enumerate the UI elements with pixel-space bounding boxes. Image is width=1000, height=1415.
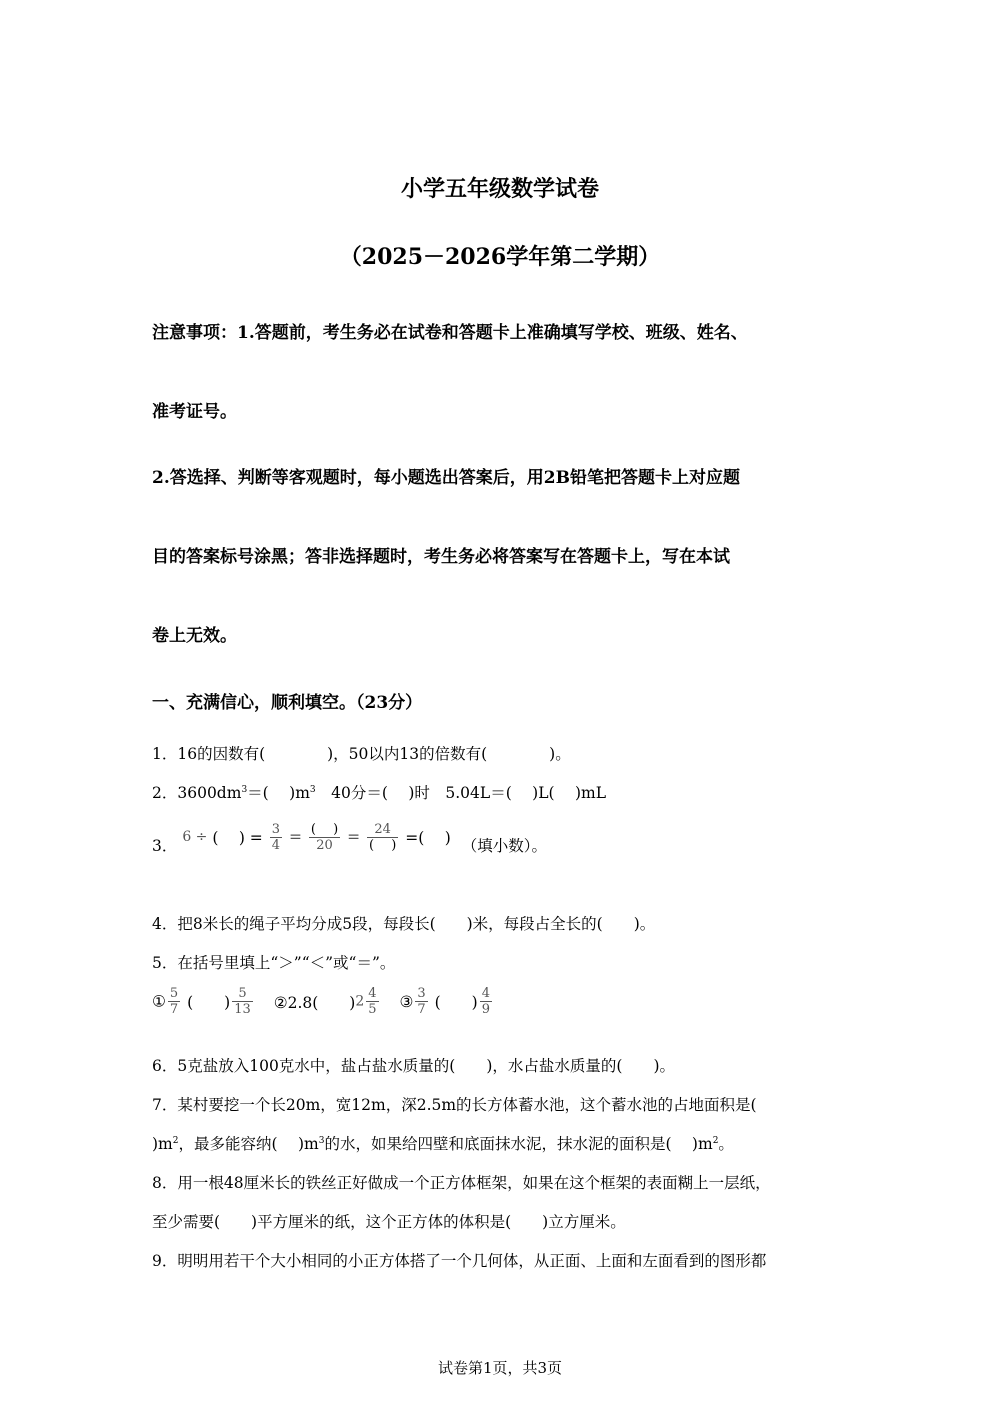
q5-item-2: ②2.8( ) (273, 993, 356, 1012)
q5-d-numerator: 3 (417, 986, 426, 1001)
q2-sup-b: 3 (309, 785, 316, 795)
q5-blank-3: ( ) (434, 993, 478, 1012)
page-footer: 试卷第1页，共3页 (437, 1359, 563, 1377)
q5-fraction-c (366, 986, 378, 1017)
question-8-line-1: 8．用一根48厘米长的铁丝正好做成一个正方体框架，如果在这个框架的表面糊上一层纸， (152, 1174, 771, 1192)
section-heading: 一、充满信心，顺利填空。（23分） (152, 693, 423, 713)
q3-f1-denominator: 4 (271, 837, 280, 853)
q5-b-denominator: 13 (234, 1002, 251, 1017)
q3-equals-2: = (347, 828, 361, 846)
question-6: 6．5克盐放入100克水中，盐占盐水质量的( )，水占盐水质量的( )。 (152, 1057, 675, 1075)
q5-e-numerator: 4 (481, 986, 491, 1001)
q3-fraction-2 (309, 822, 340, 853)
q7-part-b: ，最多能容纳( )m (178, 1135, 319, 1153)
q2-part-b: ＝( )m (247, 784, 310, 802)
q2-part-c: 40分＝( )时 5.04L＝( )L( )mL (315, 784, 607, 802)
q3-fraction-3 (367, 822, 398, 853)
q7-part-a: )m (152, 1135, 173, 1153)
q5-circle-3: ③ (399, 992, 414, 1011)
question-3 (152, 818, 547, 856)
q3-suffix: （填小数）。 (461, 837, 547, 855)
q5-fraction-e (480, 986, 492, 1017)
notice-line-4: 目的答案标号涂黑；答非选择题时，考生务必将答案写在答题卡上，写在本试 (152, 547, 730, 567)
q5-circle-1: ① (152, 992, 166, 1011)
q5-fraction-b (232, 986, 253, 1017)
q7-part-c: 的水，如果给四壁和底面抹水泥，抹水泥的面积是( )m (324, 1135, 713, 1153)
question-9-line-1: 9．明明用若干个大小相同的小正方体搭了一个几何体，从正面、上面和左面看到的图形都 (152, 1252, 767, 1270)
question-7-line-2 (152, 1132, 734, 1154)
q5-c-denominator: 5 (368, 1002, 377, 1017)
notice-line-2: 准考证号。 (152, 402, 237, 422)
q5-a-numerator: 5 (169, 986, 179, 1001)
q7-sup-c: 2 (712, 1136, 719, 1146)
q7-sup-b: 3 (318, 1136, 325, 1146)
notice-line-5: 卷上无效。 (152, 626, 237, 646)
q3-f3-denominator: ( ) (369, 837, 397, 853)
question-1: 1．16的因数有( )，50以内13的倍数有( )。 (152, 745, 571, 763)
page-title: 小学五年级数学试卷 (400, 176, 599, 202)
q3-blank-1: ( ) = (212, 829, 263, 847)
q5-c-numerator: 4 (368, 986, 377, 1001)
question-7-line-1: 7．某村要挖一个长20m，宽12m，深2.5m的长方体蓄水池，这个蓄水池的占地面积是( (152, 1096, 757, 1114)
q2-sup-a: 3 (241, 785, 248, 795)
q3-blank-2: =( ) (405, 829, 451, 847)
q3-number: 3． (152, 837, 178, 855)
q7-sup-a: 2 (172, 1136, 179, 1146)
q3-equals-1: = (288, 828, 302, 846)
question-5: 5．在括号里填上“＞”“＜”或“＝”。 (152, 954, 396, 972)
q5-mixed-whole: 2 (355, 993, 365, 1010)
q7-part-d: 。 (718, 1135, 734, 1153)
question-8-line-2: 至少需要( )平方厘米的纸，这个正方体的体积是( )立方厘米。 (152, 1213, 626, 1231)
q3-f3-numerator: 24 (374, 821, 391, 837)
notice-line-3: 2.答选择、判断等客观题时，每小题选出答案后，用2B铅笔把答题卡上对应题 (152, 468, 740, 488)
question-4: 4．把8米长的绳子平均分成5段，每段长( )米，每段占全长的( )。 (152, 915, 656, 933)
q5-b-numerator: 5 (238, 986, 247, 1001)
q3-f2-denominator: 20 (309, 837, 340, 853)
question-2 (152, 781, 606, 803)
q3-fraction-1 (270, 822, 282, 853)
q5-fraction-d (415, 986, 427, 1017)
q5-a-denominator: 7 (169, 1002, 179, 1017)
q3-f1-numerator: 3 (271, 821, 280, 837)
q5-e-denominator: 9 (481, 1002, 491, 1017)
notice-line-1: 注意事项：1.答题前，考生务必在试卷和答题卡上准确填写学校、班级、姓名、 (152, 323, 748, 343)
q5-blank-1: ( ) (187, 993, 231, 1012)
q3-f2-numerator: ( ) (310, 821, 339, 837)
q3-six-div: 6 ÷ (182, 829, 208, 845)
page-subtitle: （2025－2026学年第二学期） (339, 244, 661, 270)
q5-fraction-a (168, 986, 180, 1017)
q2-part-a: 2．3600dm (152, 784, 242, 802)
question-5-items (152, 986, 494, 1017)
q5-d-denominator: 7 (417, 1002, 426, 1017)
